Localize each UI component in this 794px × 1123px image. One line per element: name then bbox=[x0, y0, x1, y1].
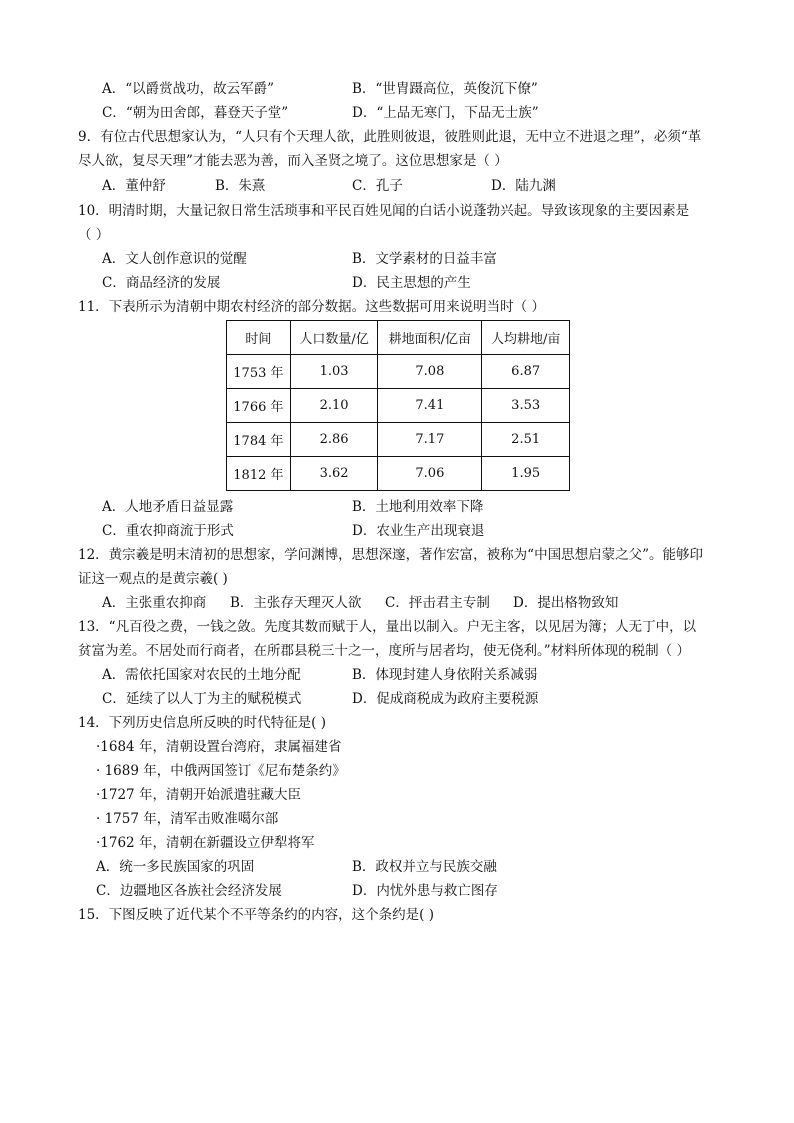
q14-item: ·1727 年，清朝开始派遣驻藏大臣 bbox=[96, 787, 301, 803]
q14-item: · 1757 年，清军击败准噶尔部 bbox=[96, 811, 279, 827]
q9-option-c: C．孔子 bbox=[352, 178, 403, 194]
table-row bbox=[227, 389, 570, 423]
q8-option-b: B．“世胄蹑高位，英俊沉下僚” bbox=[352, 81, 538, 97]
table-header-cell: 耕地面积/亿亩 bbox=[378, 321, 482, 355]
q9-stem-line2: 尽人欲，复尽天理”才能去恶为善，而入圣贤之境了。这位思想家是（ ） bbox=[78, 153, 508, 169]
q14-item: ·1684 年，清朝设置台湾府，隶属福建省 bbox=[96, 739, 342, 755]
q13-stem-line1: 13．“凡百役之费，一钱之敛。先度其数而赋于人，量出以制入。户无主客，以见居为簿；人无丁中，以 bbox=[78, 619, 697, 635]
table-row bbox=[227, 355, 570, 389]
table-cell: 7.06 bbox=[378, 457, 482, 491]
q9-option-b: B．朱熹 bbox=[215, 178, 266, 194]
q14-option-c: C．边疆地区各族社会经济发展 bbox=[96, 883, 282, 899]
q14-stem-line1: 14．下列历史信息所反映的时代特征是( ) bbox=[78, 715, 327, 731]
q11-option-d: D．农业生产出现衰退 bbox=[352, 523, 485, 539]
q11-option-b: B．土地利用效率下降 bbox=[352, 499, 484, 515]
table-header-row bbox=[227, 321, 570, 355]
q9-stem-line1: 9．有位古代思想家认为，“人只有个天理人欲，此胜则彼退，彼胜则此退，无中立不进退之理”，必须“革 bbox=[78, 129, 702, 145]
q15-stem-line1: 15．下图反映了近代某个不平等条约的内容，这个条约是( ) bbox=[78, 907, 435, 923]
q10-stem-line2: （ ） bbox=[78, 227, 110, 243]
q10-option-a: A．文人创作意识的觉醒 bbox=[102, 251, 247, 267]
q14-item: · 1689 年，中俄两国签订《尼布楚条约》 bbox=[96, 763, 346, 779]
q8-option-d: D．“上品无寒门，下品无士族” bbox=[352, 105, 539, 121]
table-cell: 7.17 bbox=[378, 423, 482, 457]
q8-option-c: C．“朝为田舍郎，暮登天子堂” bbox=[102, 105, 289, 121]
q11-option-c: C．重农抑商流于形式 bbox=[102, 523, 234, 539]
q12-option-a: A．主张重农抑商 bbox=[102, 595, 207, 611]
table-cell: 2.86 bbox=[290, 423, 378, 457]
q10-stem-line1: 10．明清时期，大量记叙日常生活琐事和平民百姓见闻的白话小说蓬勃兴起。导致该现象的主要因素是 bbox=[78, 203, 690, 219]
table-row bbox=[227, 457, 570, 491]
q14-item: ·1762 年，清朝在新疆设立伊犁将军 bbox=[96, 835, 315, 851]
table-header-cell: 时间 bbox=[227, 321, 291, 355]
table-header-cell: 人均耕地/亩 bbox=[482, 321, 570, 355]
q9-option-d: D．陆九渊 bbox=[491, 178, 556, 194]
table-row bbox=[227, 423, 570, 457]
q11-option-a: A．人地矛盾日益显露 bbox=[102, 499, 234, 515]
q12-option-b: B．主张存天理灭人欲 bbox=[230, 595, 362, 611]
q8-option-a: A．“以爵赏战功，故云军爵” bbox=[102, 81, 275, 97]
q9-option-a: A．董仲舒 bbox=[102, 178, 166, 194]
q12-option-c: C．抨击君主专制 bbox=[385, 595, 490, 611]
table-cell: 1812 年 bbox=[227, 457, 291, 491]
table-cell: 1.95 bbox=[482, 457, 570, 491]
table-cell: 7.08 bbox=[378, 355, 482, 389]
table-cell: 7.41 bbox=[378, 389, 482, 423]
q13-option-a: A．需依托国家对农民的土地分配 bbox=[102, 667, 301, 683]
q14-option-d: D．内忧外患与救亡图存 bbox=[352, 883, 498, 899]
table-cell: 1.03 bbox=[290, 355, 378, 389]
table-header-cell: 人口数量/亿 bbox=[290, 321, 378, 355]
q12-option-d: D．提出格物致知 bbox=[513, 595, 619, 611]
q10-option-c: C．商品经济的发展 bbox=[102, 275, 221, 291]
q11-stem-line1: 11．下表所示为清朝中期农村经济的部分数据。这些数据可用来说明当时（ ） bbox=[78, 299, 545, 315]
table-cell: 1753 年 bbox=[227, 355, 291, 389]
q10-option-b: B．文学素材的日益丰富 bbox=[352, 251, 497, 267]
q12-stem-line2: 证这一观点的是黄宗羲( ) bbox=[78, 571, 228, 587]
table-cell: 2.10 bbox=[290, 389, 378, 423]
population-farmland-table bbox=[226, 320, 570, 491]
q13-option-c: C．延续了以人丁为主的赋税模式 bbox=[102, 691, 302, 707]
q12-stem-line1: 12．黄宗羲是明末清初的思想家，学问渊博，思想深邃，著作宏富，被称为“中国思想启蒙之父”。能够印 bbox=[78, 547, 703, 563]
table-cell: 1766 年 bbox=[227, 389, 291, 423]
q13-stem-line2: 贫富为差。不居处而行商者，在所郡县税三十之一，度所与居者均，使无侥利。”材料所体现的税制（ ） bbox=[78, 643, 690, 659]
table-cell: 3.53 bbox=[482, 389, 570, 423]
table-cell: 2.51 bbox=[482, 423, 570, 457]
table-cell: 1784 年 bbox=[227, 423, 291, 457]
q13-option-b: B．体现封建人身依附关系减弱 bbox=[352, 667, 538, 683]
q13-option-d: D．促成商税成为政府主要税源 bbox=[352, 691, 539, 707]
q10-option-d: D．民主思想的产生 bbox=[352, 275, 471, 291]
q14-option-a: A．统一多民族国家的巩固 bbox=[96, 859, 255, 875]
table-cell: 3.62 bbox=[290, 457, 378, 491]
table-cell: 6.87 bbox=[482, 355, 570, 389]
q14-option-b: B．政权并立与民族交融 bbox=[352, 859, 497, 875]
